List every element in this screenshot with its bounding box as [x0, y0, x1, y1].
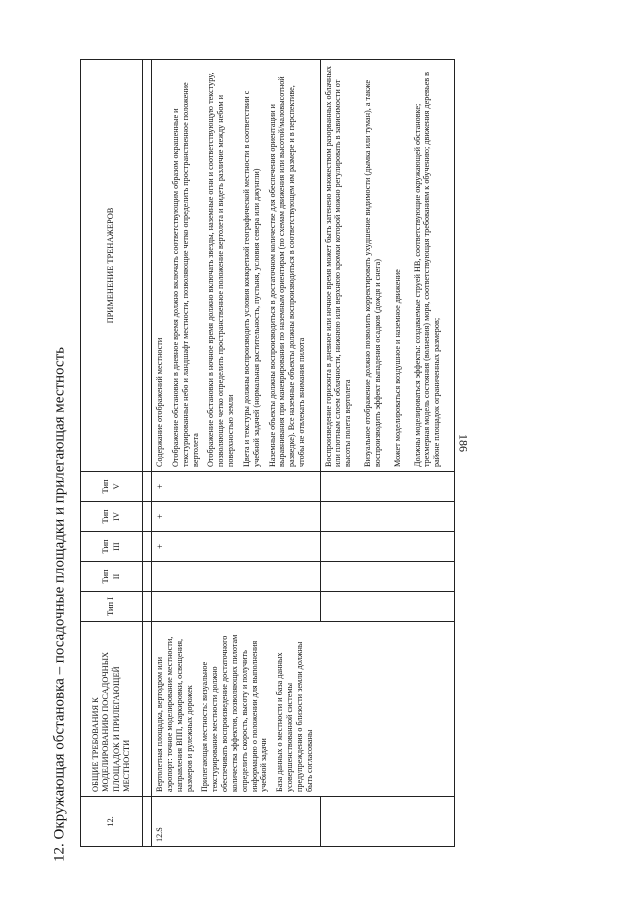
requirement-text: Вертолетная площадка, вертодром или аэропорт: точное моделирование местности, направления ВПП, маркировки, освещения, размеров и рулежных дорожек [155, 636, 194, 792]
header-row [81, 60, 143, 847]
requirement-text: Прилегающая местность: визуальное текстурирование местности должно обеспечивать воспроизведение достаточного количества эффектов, позволяющих пилотам определить скорость, высоту и получить информацию о положении для выполнения учебной задачи [200, 634, 269, 792]
application-text: Отображение обстановки в дневное время должно включать соответствующим образом окрашенные и текстурированные небо и ландшафт местности, позволяющие четко определить пространственное положение вертолета [170, 82, 200, 467]
type-1-mark [152, 592, 321, 622]
section-heading: 12. Окружающая обстановка – посадочные площадки и прилегающая местность [51, 347, 68, 862]
rotated-table-wrapper [80, 60, 455, 847]
application-text: Наземные объекты должны воспроизводиться в достаточном количестве для обеспечения ориентации и выравнивания при маневрировании по наземным ориентирам (по схемам движения или высотой/маловысотной разведке). Все наземные объекты должны воспроизводиться в соответствующем им размере и в перспективе, чтобы не отвлекать внимания пилота [267, 76, 307, 467]
application-text: Воспроизведение горизонта в дневное или ночное время может быть затенено множеством разорванных облачных или плотным слоем облачности, нижнюю или верхнюю кромки которой можно регулировать в зависимости от высоты полета вертолета [323, 65, 353, 467]
application-text: Цвета и текстуры должны воспроизводить условия конкретной географической местности в соответствии с учебной задачей (нормальная растительность, пустыня, условия севера или джунгли) [241, 90, 261, 467]
requirements-table [80, 59, 455, 847]
header-type-5: Тип V [81, 472, 143, 502]
type-4-mark: + [152, 502, 321, 532]
header-type-4: Тип IV [81, 502, 143, 532]
header-num: 12. [81, 797, 143, 847]
type-5-mark: + [152, 472, 321, 502]
header-requirements: ОБЩИЕ ТРЕБОВАНИЯ К МОДЕЛИРОВАНИЮ ПОСАДОЧНЫХ ПЛОЩАДОК И ПРИЛЕГАЮЩЕЙ МЕСТНОСТИ [81, 622, 143, 797]
application-text: Отображение обстановки в ночное время должно включать звезды, наземные огни и соответствующую текстуру, позволяющие четко определить пространственное положение вертолета и видеть различие между небом и поверхностью земли [206, 72, 236, 467]
application-cell [152, 60, 321, 472]
header-type-3: Тип III [81, 532, 143, 562]
requirement-text: База данных о местности и база данных усовершенствованной системы предупреждения о близости земли должны быть согласованы [275, 641, 314, 792]
application-text: Визуальное отображение должно позволить корректировать ухудшение видимости (дымка или туман), а также воспроизводить эффект выпадения осадков (дождя и снега) [363, 79, 382, 467]
table-row [152, 60, 321, 847]
application-text: Может моделироваться воздушное и наземное движение [392, 269, 402, 467]
page-number: 186 [456, 434, 471, 452]
application-text: Должны моделироваться эффекты: создаваемые струей НВ, соответствующие окружающей обстановке; трехмерная модель состояния (волнения) моря, соответствующая требованиям к обучению; движения деревьев в районе площадок ограниченных размеров; [412, 71, 442, 467]
type-3-mark: + [152, 532, 321, 562]
header-type-1: Тип I [81, 592, 143, 622]
header-application: ПРИМЕНЕНИЕ ТРЕНАЖЕРОВ [81, 60, 143, 472]
requirements-cell [152, 622, 455, 797]
application-text: Содержание отображений местности [155, 337, 164, 467]
separator-row [143, 60, 152, 847]
row-num: 12.S [152, 797, 321, 847]
type-2-mark [152, 562, 321, 592]
header-type-2: Тип II [81, 562, 143, 592]
application-cell-continued [320, 60, 454, 472]
